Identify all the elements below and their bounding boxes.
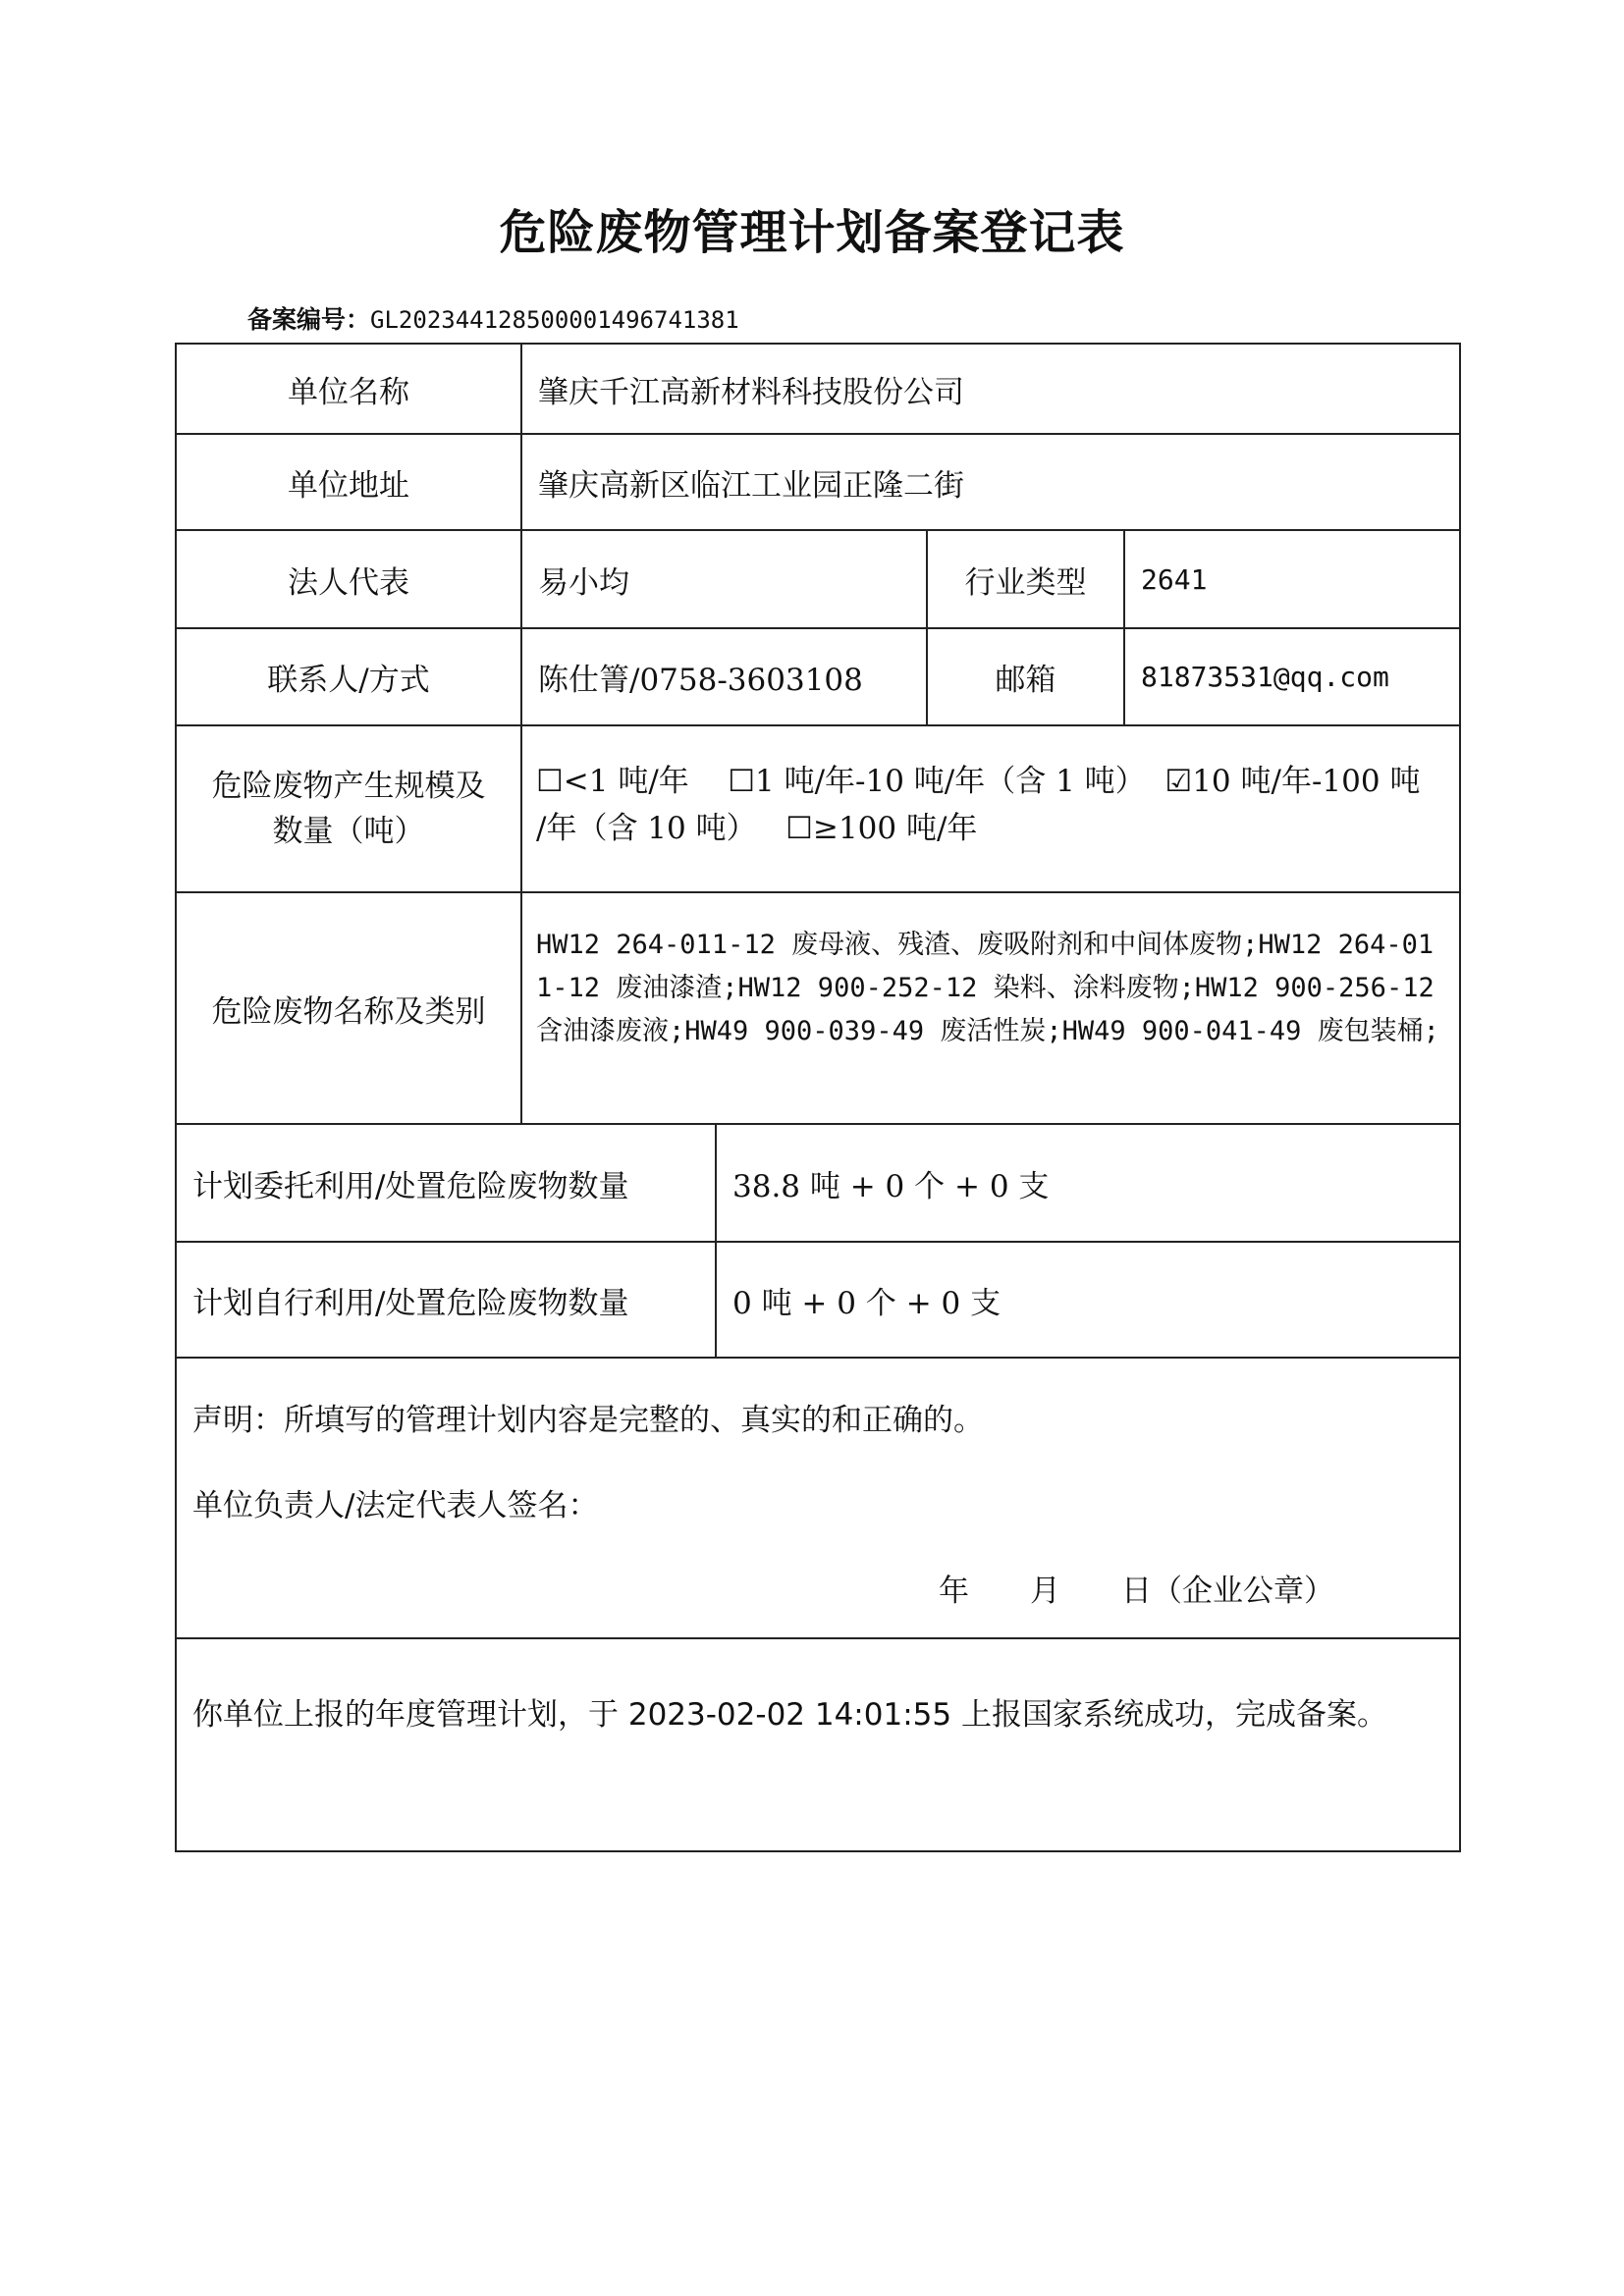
- unit-name-label: 单位名称: [288, 374, 409, 410]
- scale-option-3-text-part2: /年（含 10 吨）: [536, 811, 757, 846]
- industry-label: 行业类型: [964, 564, 1087, 601]
- scale-option-3-text-part1: 10 吨/年-100 吨: [1192, 764, 1421, 799]
- contact-value: 陈仕箐/0758-3603108: [538, 663, 863, 698]
- legal-rep-label: 法人代表: [288, 564, 409, 601]
- scale-option-1-checkbox[interactable]: ☐: [536, 764, 564, 799]
- registration-form: [175, 343, 1461, 1852]
- waste-label: 危险废物名称及类别: [211, 993, 486, 1030]
- scale-option-1-text: <1 吨/年: [563, 764, 689, 799]
- filing-notice: 你单位上报的年度管理计划，于 2023-02-02 14:01:55 上报国家系统成功，完成备案。: [192, 1697, 1387, 1733]
- scale-label-line1: 危险废物产生规模及: [211, 769, 486, 804]
- record-number-value: GL202344128500001496741381: [370, 306, 739, 334]
- email-value: 81873531@qq.com: [1141, 661, 1389, 693]
- page-title: 危险废物管理计划备案登记表: [499, 205, 1125, 260]
- unit-address-value: 肇庆高新区临江工业园正隆二街: [538, 467, 964, 504]
- waste-value: HW12 264-011-12 废母液、残渣、废吸附剂和中间体废物;HW12 264-011-12 废油漆渣;HW12 900-252-12 染料、涂料废物;HW12 900-256-12 含油漆废液;HW49 900-039-49 废活性炭;HW49 900-041-49 废包装桶;: [536, 930, 1439, 1046]
- scale-option-3-checkbox[interactable]: ☑: [1164, 764, 1193, 799]
- scale-label: [177, 726, 520, 891]
- scale-option-2-text: 1 吨/年-10 吨/年（含 1 吨）: [755, 764, 1146, 799]
- date-seal-line: 年 月 日（企业公章）: [939, 1574, 1334, 1609]
- contact-label: 联系人/方式: [267, 663, 430, 698]
- legal-rep-value: 易小均: [538, 564, 629, 601]
- scale-option-2-checkbox[interactable]: ☐: [728, 764, 756, 799]
- email-label: 邮箱: [995, 663, 1056, 698]
- entrusted-label: 计划委托利用/处置危险废物数量: [192, 1168, 629, 1204]
- unit-name-value: 肇庆千江高新材料科技股份公司: [538, 374, 964, 410]
- record-number: [247, 300, 739, 336]
- scale-label-line2: 数量（吨）: [272, 814, 425, 849]
- unit-address-label: 单位地址: [288, 467, 409, 504]
- signature-label: 单位负责人/法定代表人签名：: [192, 1488, 599, 1523]
- scale-option-4-checkbox[interactable]: ☐: [785, 811, 813, 846]
- industry-value: 2641: [1141, 562, 1208, 596]
- self-label: 计划自行利用/处置危险废物数量: [192, 1285, 629, 1321]
- entrusted-value: 38.8 吨 + 0 个 + 0 支: [732, 1168, 1050, 1204]
- self-value: 0 吨 + 0 个 + 0 支: [732, 1285, 1001, 1321]
- scale-option-4-text: ≥100 吨/年: [812, 811, 978, 846]
- record-number-label: 备案编号：: [247, 305, 371, 334]
- declaration-text: 声明：所填写的管理计划内容是完整的、真实的和正确的。: [192, 1403, 984, 1438]
- scale-options: [536, 758, 1449, 852]
